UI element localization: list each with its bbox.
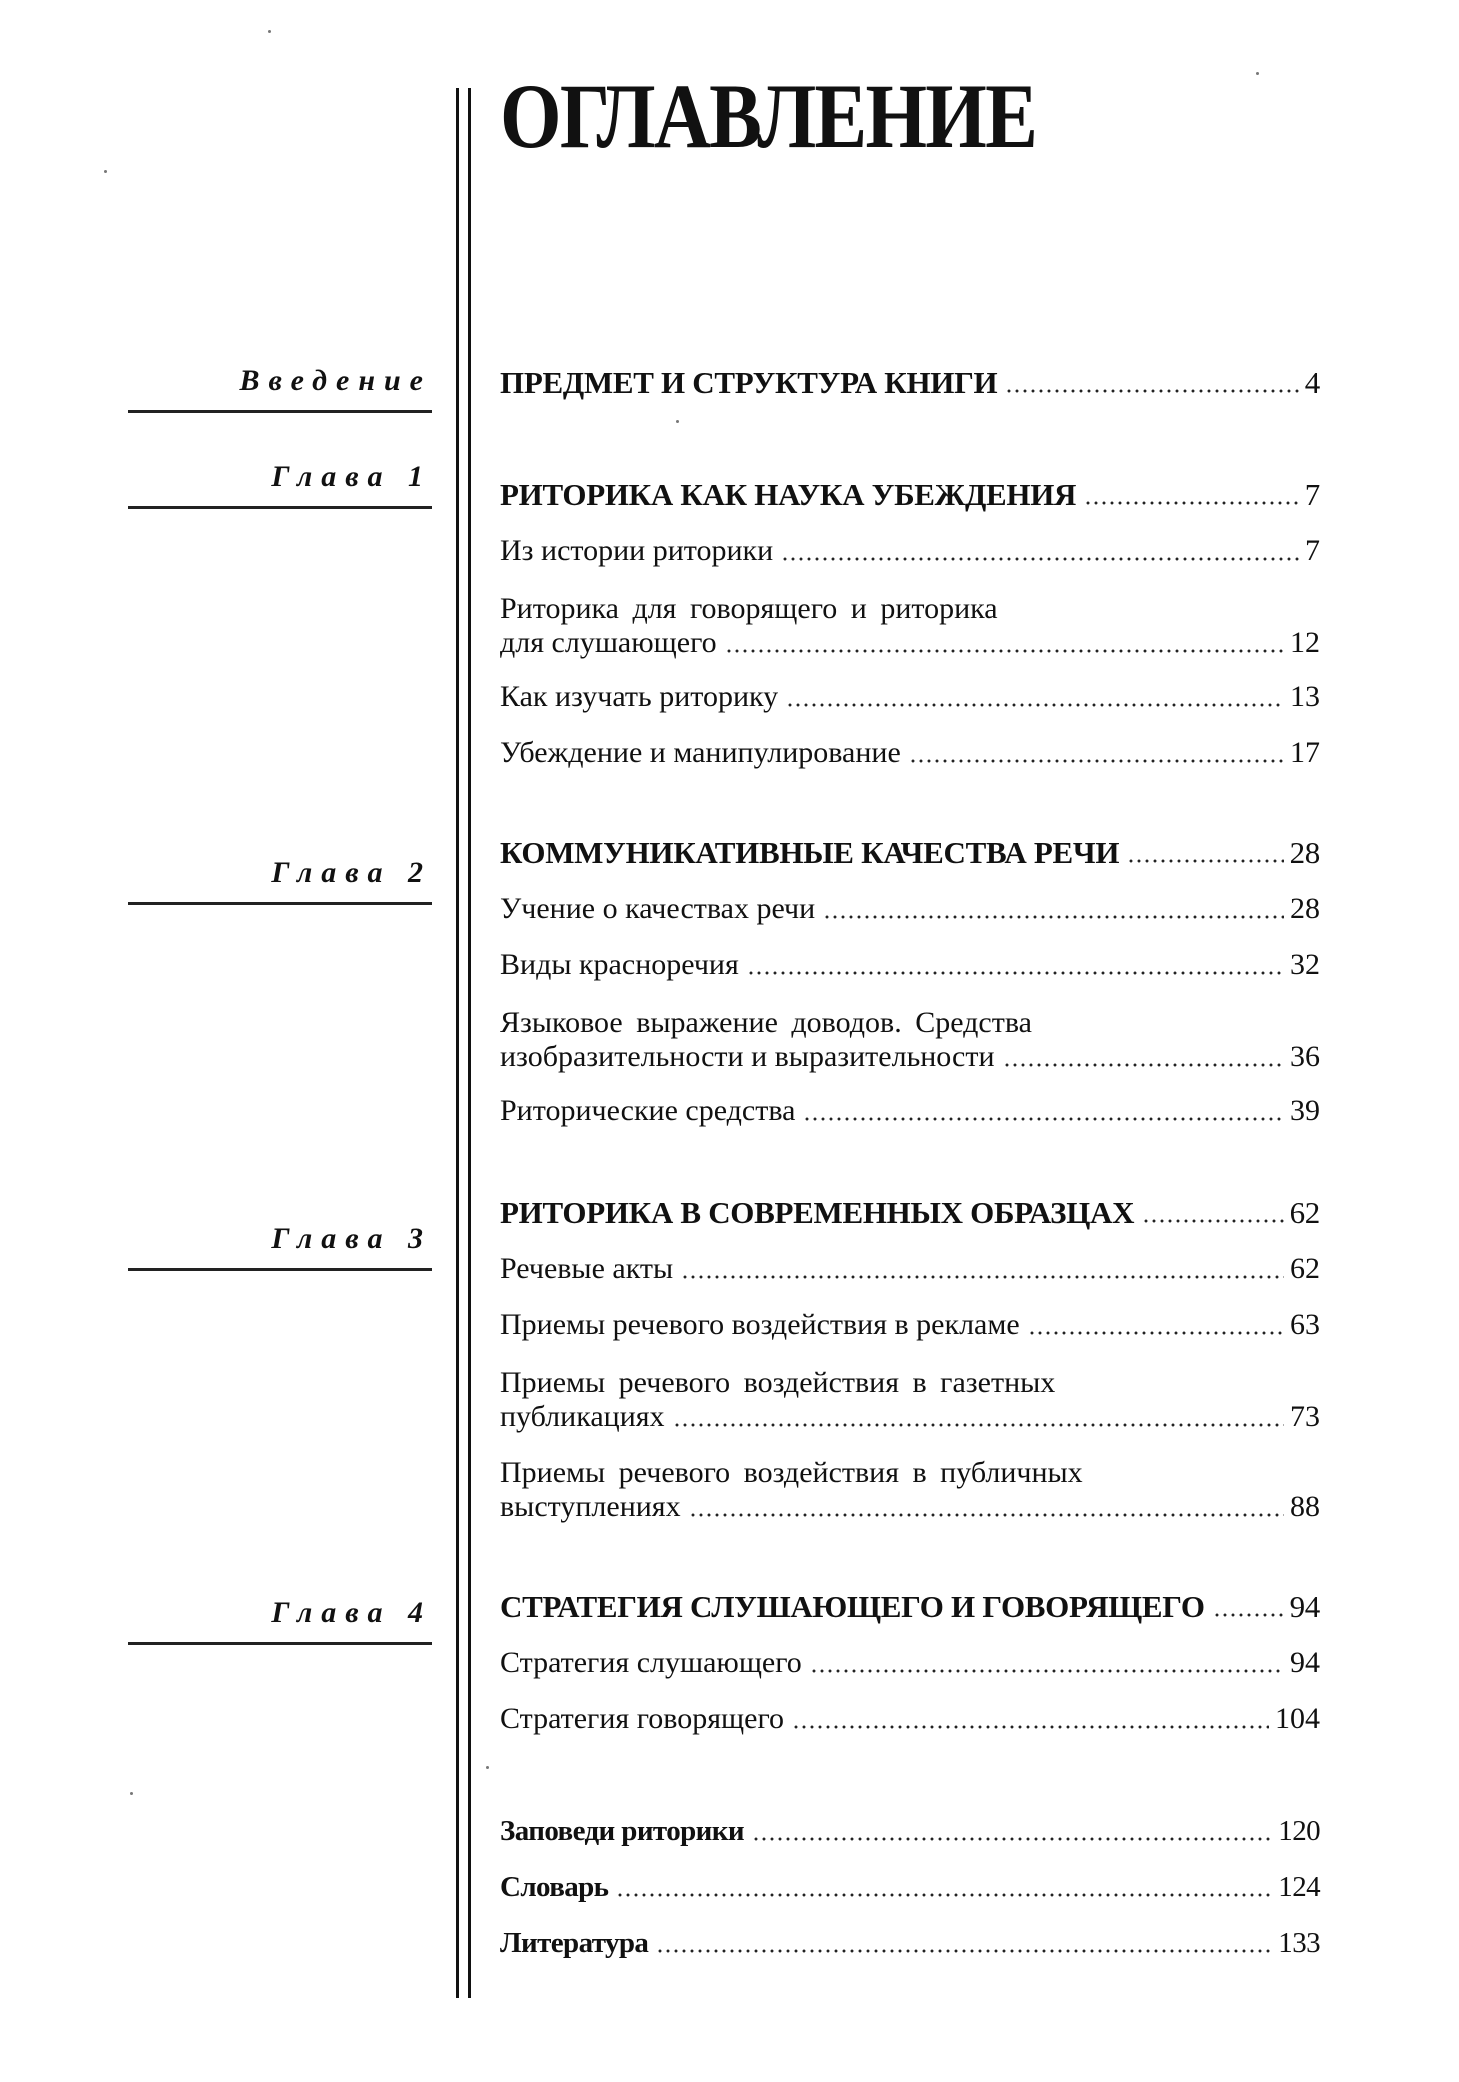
section-label-chapter-2: Глава 2 [271,856,432,889]
page-number: 73 [1290,1400,1320,1433]
heading-text: СТРАТЕГИЯ СЛУШАЮЩЕГО И ГОВОРЯЩЕГО [500,1589,1205,1624]
scan-speck [486,1766,489,1769]
leader-dots [752,1837,1272,1841]
page-number: 7 [1304,477,1320,512]
page-number: 63 [1290,1308,1320,1341]
leader-dots [673,1423,1284,1427]
entry-text-line2: для слушающего [500,626,717,659]
entry-text: Из истории риторики [500,534,774,567]
toc-entry[interactable] [500,680,1320,714]
leader-dots [1142,1219,1283,1223]
toc-entry-multiline[interactable] [500,1456,1320,1524]
leader-dots [792,1725,1269,1729]
page-number: 62 [1289,1195,1320,1230]
section-label-intro: Введение [239,364,432,397]
entry-text: Стратегия говорящего [500,1702,785,1735]
heading-text: КОММУНИКАТИВНЫЕ КАЧЕСТВА РЕЧИ [500,835,1120,870]
leader-dots [786,703,1284,707]
page-number: 12 [1290,626,1320,659]
entry-text: Учение о качествах речи [500,892,816,925]
page-number: 32 [1290,948,1320,981]
leader-dots [1084,501,1299,505]
leader-dots [616,1893,1272,1897]
toc-entry[interactable] [500,1646,1320,1680]
toc-appendix-glossary[interactable] [500,1870,1320,1904]
page-number: 13 [1290,680,1320,713]
toc-entry[interactable] [500,736,1320,770]
page-number: 94 [1290,1646,1320,1679]
page-number: 88 [1290,1490,1320,1523]
toc-heading-chapter-1[interactable] [500,478,1320,512]
leader-dots [689,1513,1284,1517]
entry-text-line1: Риторика для говорящего и риторика [500,592,998,625]
leader-dots [1005,389,1298,393]
leader-dots [1127,859,1283,863]
section-label-chapter-4: Глава 4 [271,1596,432,1629]
appendix-text: Литература [500,1927,649,1959]
page-number: 62 [1290,1252,1320,1285]
entry-text-line1: Приемы речевого воздействия в публичных [500,1456,1083,1489]
page-number: 28 [1290,892,1320,925]
toc-entry[interactable] [500,1094,1320,1128]
entry-text-line2: изобразительности и выразительности [500,1040,995,1073]
toc-entry[interactable] [500,892,1320,926]
page-number: 17 [1290,736,1320,769]
section-label-underline [128,1268,432,1271]
page-number: 120 [1278,1815,1320,1847]
leader-dots [681,1275,1284,1279]
section-label-underline [128,410,432,413]
entry-text-line2: публикациях [500,1400,665,1433]
toc-entry[interactable] [500,534,1320,568]
appendix-text: Заповеди риторики [500,1815,744,1847]
toc-appendix-commandments[interactable] [500,1814,1320,1848]
toc-entry-multiline[interactable] [500,592,1320,660]
toc-appendix-literature[interactable] [500,1926,1320,1960]
page-number: 28 [1289,835,1320,870]
heading-text: РИТОРИКА В СОВРЕМЕННЫХ ОБРАЗЦАХ [500,1195,1135,1230]
section-label-chapter-1: Глава 1 [271,460,432,493]
leader-dots [810,1669,1284,1673]
toc-heading-intro[interactable] [500,366,1320,400]
leader-dots [1213,1613,1284,1617]
scan-speck [104,170,107,173]
leader-dots [747,971,1284,975]
toc-heading-chapter-2[interactable] [500,836,1320,870]
entry-text: Стратегия слушающего [500,1646,802,1679]
entry-text: Приемы речевого воздействия в рекламе [500,1308,1020,1341]
leader-dots [656,1949,1272,1953]
entry-text-line2: выступлениях [500,1490,681,1523]
section-label-underline [128,1642,432,1645]
toc-entry-multiline[interactable] [500,1006,1320,1074]
leader-dots [823,915,1284,919]
entry-text-line1: Приемы речевого воздействия в газетных [500,1366,1056,1399]
entry-text-line1: Языковое выражение доводов. Средства [500,1006,1032,1039]
page-title: ОГЛАВЛЕНИЕ [500,65,1037,167]
scan-speck [268,30,271,33]
entry-text: Как изучать риторику [500,680,779,713]
page-number: 133 [1278,1927,1320,1959]
toc-entry[interactable] [500,1702,1320,1736]
leader-dots [909,759,1284,763]
leader-dots [781,557,1299,561]
entry-text: Убеждение и манипулирование [500,736,901,769]
vertical-rule-right [468,88,471,1998]
toc-entry[interactable] [500,1252,1320,1286]
page-number: 124 [1278,1871,1320,1903]
toc-entry[interactable] [500,1308,1320,1342]
heading-text: ПРЕДМЕТ И СТРУКТУРА КНИГИ [500,365,998,400]
scan-speck [1256,72,1259,75]
toc-heading-chapter-3[interactable] [500,1196,1320,1230]
toc-entry-multiline[interactable] [500,1366,1320,1434]
vertical-rule-left [456,88,459,1998]
leader-dots [1003,1063,1284,1067]
scan-speck [676,420,679,423]
section-label-underline [128,506,432,509]
entry-text: Речевые акты [500,1252,674,1285]
page-number: 94 [1289,1589,1320,1624]
heading-text: РИТОРИКА КАК НАУКА УБЕЖДЕНИЯ [500,477,1077,512]
section-label-underline [128,902,432,905]
toc-entry[interactable] [500,948,1320,982]
page-number: 104 [1275,1702,1320,1735]
entry-text: Риторические средства [500,1094,796,1127]
leader-dots [725,649,1284,653]
leader-dots [803,1117,1284,1121]
appendix-text: Словарь [500,1871,609,1903]
section-label-chapter-3: Глава 3 [271,1222,432,1255]
page-number: 4 [1304,365,1320,400]
page-number: 39 [1290,1094,1320,1127]
scan-speck [130,1792,133,1795]
entry-text: Виды красноречия [500,948,739,981]
toc-heading-chapter-4[interactable] [500,1590,1320,1624]
leader-dots [1028,1331,1284,1335]
page-number: 7 [1305,534,1320,567]
page-number: 36 [1290,1040,1320,1073]
